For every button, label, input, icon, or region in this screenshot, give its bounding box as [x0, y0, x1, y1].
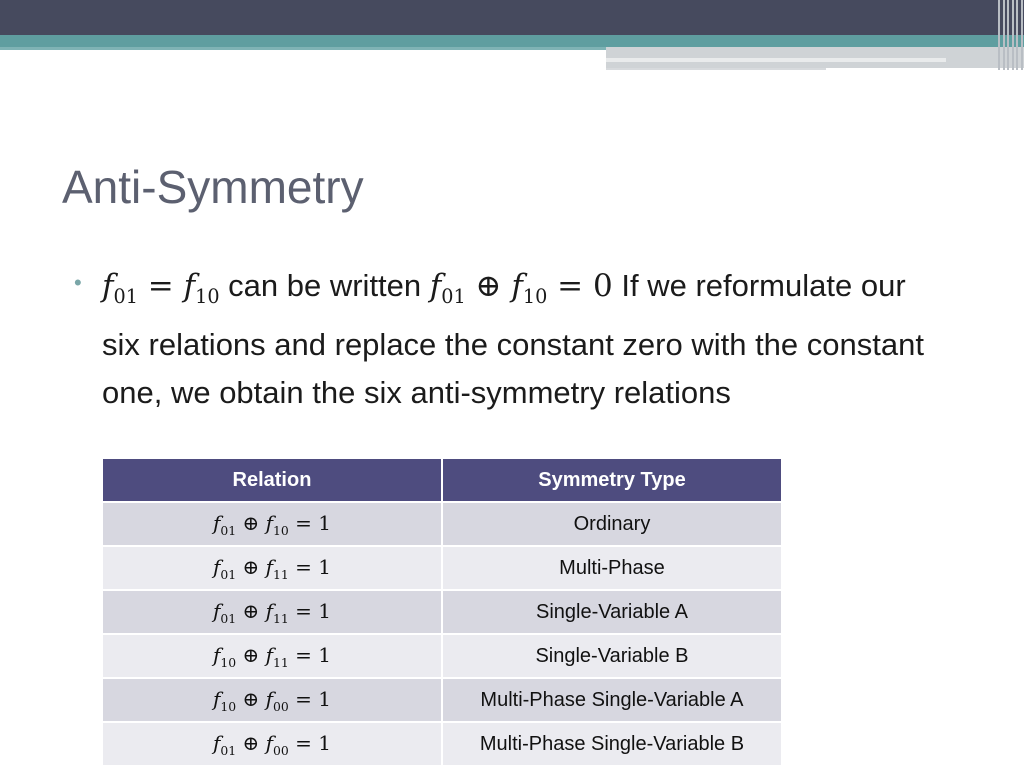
top-banner-teal — [0, 35, 1024, 47]
anti-symmetry-table — [101, 457, 783, 767]
symmetry-type-cell: Multi-Phase Single-Variable B — [442, 722, 782, 766]
symmetry-type-cell: Single-Variable B — [442, 634, 782, 678]
relation-cell: $f_{10}$ ⊕ $f_{00} = 1$ — [102, 678, 442, 722]
relation-cell: $f_{01}$ ⊕ $f_{11} = 1$ — [102, 590, 442, 634]
slide-title: Anti-Symmetry — [62, 161, 364, 213]
symmetry-type-cell: Multi-Phase — [442, 546, 782, 590]
table-row — [102, 678, 782, 722]
table-row — [102, 546, 782, 590]
table-header-row — [102, 458, 782, 502]
header-symmetry-type: Symmetry Type — [442, 458, 782, 502]
table-row — [102, 722, 782, 766]
equation-xor-zero: $f_{01}$ ⊕ $f_{10} = 0$ — [429, 268, 613, 309]
header-relation: Relation — [102, 458, 442, 502]
table-row — [102, 634, 782, 678]
table-row — [102, 502, 782, 546]
bullet-text-1: can be written — [219, 268, 430, 303]
relation-cell: $f_{01}$ ⊕ $f_{00} = 1$ — [102, 722, 442, 766]
top-banner-line — [606, 68, 826, 70]
table-row — [102, 590, 782, 634]
relation-cell: $f_{01}$ ⊕ $f_{10} = 1$ — [102, 502, 442, 546]
top-banner-highlight — [606, 58, 946, 62]
equation-f01-eq-f10: $f_{01} = f_{10}$ — [102, 268, 220, 309]
top-banner-teal-thin — [0, 47, 606, 50]
top-banner-dark — [0, 0, 1024, 35]
relation-cell: $f_{01}$ ⊕ $f_{11} = 1$ — [102, 546, 442, 590]
corner-stripes — [996, 0, 1024, 70]
symmetry-type-cell: Single-Variable A — [442, 590, 782, 634]
relation-cell: $f_{10}$ ⊕ $f_{11} = 1$ — [102, 634, 442, 678]
bullet-dot-icon: • — [74, 270, 82, 295]
symmetry-type-cell: Multi-Phase Single-Variable A — [442, 678, 782, 722]
bullet-text-2: If we reformulate our six relations and replace the constant zero with the constant one, we obtain the six anti-symmetry relations — [102, 268, 924, 411]
symmetry-type-cell: Ordinary — [442, 502, 782, 546]
bullet-text — [102, 262, 942, 417]
